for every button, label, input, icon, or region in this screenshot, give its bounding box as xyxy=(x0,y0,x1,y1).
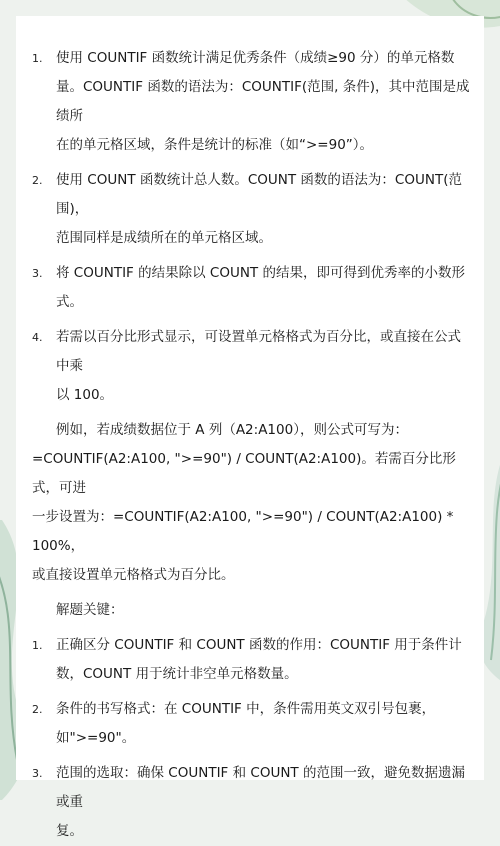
list-number: 4. xyxy=(32,331,43,344)
paragraph-text: 范围的选取：确保 COUNTIF 和 COUNT 的范围一致，避免数据遗漏或重 复。 xyxy=(56,765,465,839)
paragraph-text: 使用 COUNTIF 函数统计满足优秀条件（成绩≥90 分）的单元格数 量。COUNTIF 函数的语法为：COUNTIF(范围, 条件)，其中范围是成绩所 在的单元格区域，条件是统计的标准（如“>=90”）。 xyxy=(56,50,470,153)
paragraph-text: 将 COUNTIF 的结果除以 COUNT 的结果，即可得到优秀率的小数形式。 xyxy=(56,265,465,310)
key-points-list xyxy=(16,631,484,846)
paragraph-text: 正确区分 COUNTIF 和 COUNT 函数的作用：COUNTIF 用于条件计 数，COUNT 用于统计非空单元格数量。 xyxy=(56,637,462,682)
example-paragraph: 例如，若成绩数据位于 A 列（A2:A100），则公式可写为： =COUNTIF(A2:A100, ">=90") / COUNT(A2:A100)。若需百分比形式，可进 一步设置为：=COUNTIF(A2:A100, ">=90") / COUNT(A2:A100) * 100%， 或直接设置单元格格式为百分比。 xyxy=(32,422,456,583)
list-item xyxy=(16,759,484,846)
list-number: 1. xyxy=(32,52,43,65)
key-points-heading: 解题关键： xyxy=(56,602,124,618)
steps-list xyxy=(16,44,484,410)
list-item xyxy=(16,44,484,160)
list-number: 3. xyxy=(32,267,43,280)
list-number: 2. xyxy=(32,174,43,187)
list-item xyxy=(16,631,484,689)
paragraph-text: 条件的书写格式：在 COUNTIF 中，条件需用英文双引号包裹， 如">=90"。 xyxy=(56,701,436,746)
list-number: 2. xyxy=(32,703,43,716)
list-item xyxy=(16,259,484,317)
list-number: 1. xyxy=(32,639,43,652)
document-card xyxy=(16,16,484,839)
paragraph-text: 使用 COUNT 函数统计总人数。COUNT 函数的语法为：COUNT(范围)， 范围同样是成绩所在的单元格区域。 xyxy=(56,172,462,246)
list-item xyxy=(16,695,484,753)
document-content xyxy=(16,16,484,846)
list-item xyxy=(16,166,484,253)
paragraph-text: 若需以百分比形式显示，可设置单元格格式为百分比，或直接在公式中乘 以 100。 xyxy=(56,329,461,403)
list-item xyxy=(16,323,484,410)
list-number: 3. xyxy=(32,767,43,780)
